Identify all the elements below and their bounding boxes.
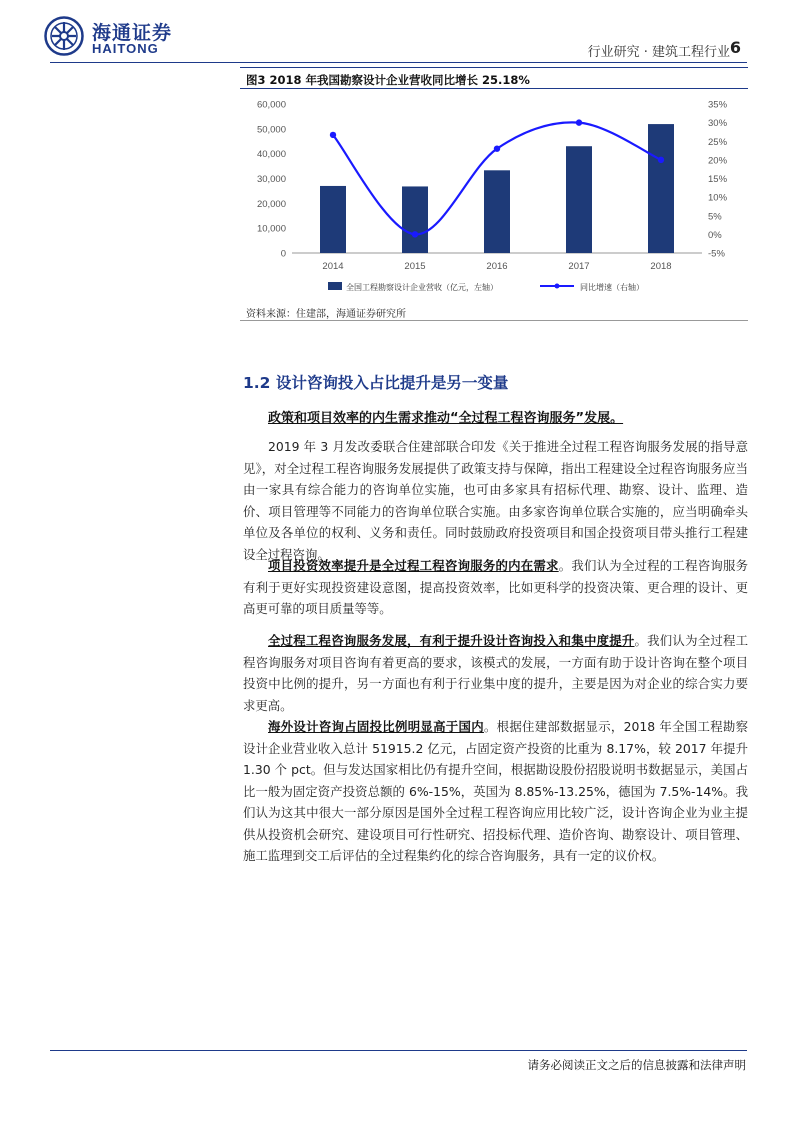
revenue-bar	[402, 186, 428, 253]
x-axis-tick-label: 2018	[650, 261, 672, 272]
figure-title-divider	[240, 88, 748, 89]
legend-bar-swatch	[328, 282, 342, 290]
left-axis-tick-label: 40,000	[256, 149, 286, 161]
growth-rate-point	[412, 231, 418, 237]
x-axis-tick-label: 2016	[486, 261, 508, 272]
haitong-emblem-icon	[44, 16, 84, 56]
figure-title: 图3 2018 年我国勘察设计企业营收同比增长 25.18%	[246, 73, 530, 87]
paragraph-lead: 全过程工程咨询服务发展，有利于提升设计咨询投入和集中度提升	[268, 633, 635, 648]
revenue-growth-chart	[240, 90, 748, 302]
right-axis-tick-label: 0%	[708, 229, 722, 241]
paragraph-text: 。我们认为全过程工程咨询服务对项目咨询有着更高的要求，该模式的发展，一方面有助于设计咨询在整个项目投资中比例的提升，另一方面也有利于行业集中度的提升，主要是因为对企业的综合实力要求更高。	[243, 633, 749, 713]
x-axis-labels	[322, 261, 671, 272]
section-title: 1.2 设计咨询投入占比提升是另一变量	[243, 374, 509, 392]
paragraph-concentration	[243, 630, 748, 716]
left-axis-tick-label: 50,000	[256, 124, 286, 136]
section-subhead: 政策和项目效率的内生需求推动“全过程工程咨询服务”发展。	[268, 411, 624, 426]
x-axis-tick-label: 2015	[404, 261, 426, 272]
revenue-bar	[648, 124, 674, 253]
revenue-bar	[566, 146, 592, 253]
left-axis-tick-label: 0	[280, 248, 286, 260]
logo-chinese-name: 海通证券	[92, 22, 173, 44]
revenue-bar	[484, 170, 510, 253]
growth-rate-point	[494, 146, 500, 152]
footer-disclaimer: 请务必阅读正文之后的信息披露和法律声明	[527, 1058, 746, 1072]
page-number: 6	[729, 38, 741, 57]
right-axis-tick-label: 30%	[708, 118, 728, 130]
right-axis-tick-label: 15%	[708, 174, 728, 185]
paragraph-text: 。根据住建部数据显示，2018 年全国工程勘察设计企业营业收入总计 51915.2 亿元，占固定资产投资的比重为 8.17%，较 2017 年提升 1.30 个 pct。但与发达国家相比仍有提升空间，根据勘设股份招股说明书数据显示，美国占比一般为固定资产投资总额的 6%-15%，英国为 8.85%-13.25%，德国为 7.5%-14%。我们认为这其中很大一部分原因是国外全过程工程咨询应用比较广泛，设计咨询企业为业主提供从投资机会研究、建设项目可行性研究、招投标代理、造价咨询、勘察设计、项目管理、施工监理到交工后评估的全过程集约化的综合咨询服务，具有一定的议价权。	[243, 719, 749, 863]
left-axis	[257, 100, 286, 260]
right-axis	[708, 100, 728, 260]
left-axis-tick-label: 60,000	[256, 99, 286, 111]
right-axis-tick-label: 5%	[708, 211, 722, 223]
header-divider	[50, 62, 747, 63]
legend-line-marker	[555, 284, 560, 289]
bar-series	[320, 124, 674, 253]
right-axis-tick-label: 35%	[708, 99, 728, 111]
right-axis-tick-label: 25%	[708, 136, 728, 148]
figure-source: 资料来源：住建部，海通证券研究所	[246, 309, 406, 320]
growth-rate-point	[576, 119, 582, 125]
x-axis-tick-label: 2014	[322, 261, 344, 272]
revenue-bar	[320, 186, 346, 253]
growth-rate-point	[330, 132, 336, 138]
footer-divider	[50, 1050, 747, 1051]
paragraph-lead: 项目投资效率提升是全过程工程咨询服务的内在需求	[268, 558, 559, 573]
paragraph-policy: 2019 年 3 月发改委联合住建部联合印发《关于推进全过程工程咨询服务发展的指导意见》，对全过程工程咨询服务发展提供了政策支持与保障，指出工程建设全过程咨询服务应当由一家具有综合能力的咨询单位实施，也可由多家具有招标代理、勘察、设计、监理、造价、项目管理等不同能力的咨询单位联合实施。由多家咨询单位联合实施的，应当明确牵头单位及各单位的权利、义务和责任。同时鼓励政府投资项目和国企投资项目带头推行工程建设全过程咨询。	[243, 439, 748, 562]
left-axis-tick-label: 20,000	[256, 198, 286, 210]
haitong-logo	[44, 16, 244, 60]
legend-line-label: 同比增速（右轴）	[580, 283, 644, 292]
left-axis-tick-label: 30,000	[256, 174, 286, 185]
legend-bar-label: 全国工程勘察设计企业营收（亿元，左轴）	[346, 283, 498, 292]
x-axis-tick-label: 2017	[568, 261, 590, 272]
paragraph-efficiency	[243, 555, 748, 620]
paragraph-lead: 海外设计咨询占固投比例明显高于国内	[268, 719, 484, 734]
left-axis-tick-label: 10,000	[256, 223, 286, 235]
right-axis-tick-label: 10%	[708, 192, 728, 204]
paragraph-text: 。我们认为全过程的工程咨询服务有利于更好实现投资建设意图，提高投资效率，比如更科学的投资决策、更合理的设计、更高更可靠的项目质量等等。	[243, 558, 749, 616]
source-divider	[240, 320, 748, 321]
report-section-label: 行业研究 · 建筑工程行业	[587, 45, 730, 60]
logo-english-name: HAITONG	[92, 41, 159, 56]
right-axis-tick-label: -5%	[708, 248, 725, 260]
growth-rate-point	[658, 157, 664, 163]
paragraph-overseas	[243, 716, 748, 867]
right-axis-tick-label: 20%	[708, 155, 728, 167]
